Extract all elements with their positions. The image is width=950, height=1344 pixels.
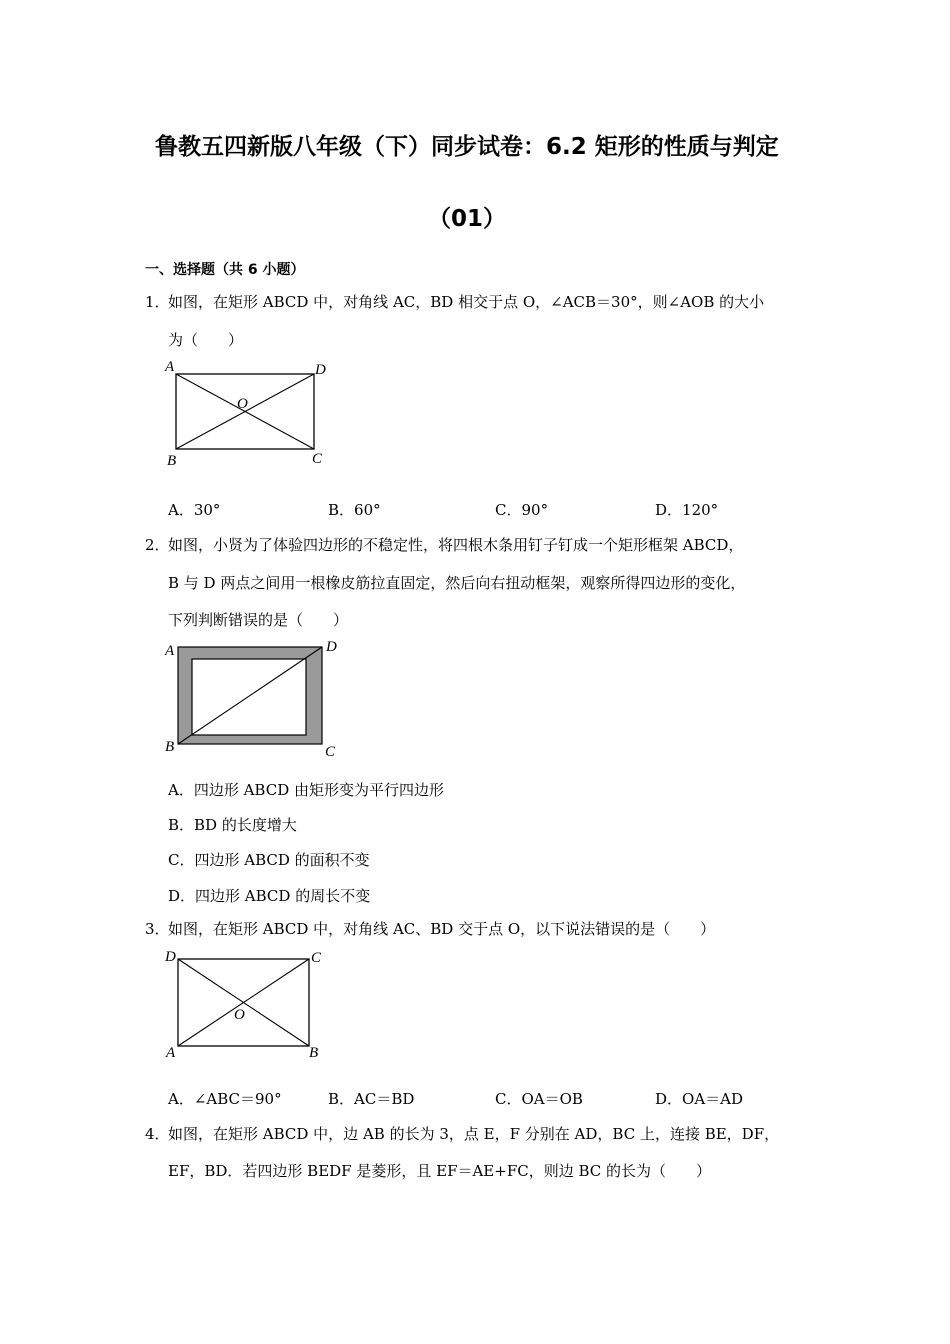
- label-d: D: [165, 949, 176, 965]
- question-text: 如图，在矩形 ABCD 中，对角线 AC，BD 相交于点 O，∠ACB＝30°，则∠AOB 的大小: [168, 293, 765, 311]
- label-c: C: [311, 950, 322, 966]
- option-c[interactable]: C．四边形 ABCD 的面积不变: [168, 851, 370, 869]
- option-c[interactable]: C．OA＝OB: [495, 1090, 583, 1108]
- section-heading: 一、选择题（共 6 小题）: [145, 262, 305, 278]
- question-number: 3．: [145, 920, 170, 938]
- option-c[interactable]: C．90°: [495, 501, 549, 519]
- label-b: B: [309, 1045, 319, 1061]
- label-a: A: [165, 359, 175, 375]
- option-b[interactable]: B．60°: [328, 501, 381, 519]
- label-d: D: [326, 639, 337, 655]
- option-d[interactable]: D．四边形 ABCD 的周长不变: [168, 887, 371, 905]
- figure-rectangle-q3: [160, 945, 340, 1065]
- figure-frame-q2: [160, 635, 350, 760]
- label-b: B: [165, 739, 175, 755]
- option-d[interactable]: D．OA＝AD: [655, 1090, 744, 1108]
- option-a[interactable]: A．四边形 ABCD 由矩形变为平行四边形: [168, 781, 445, 799]
- question-number: 4．: [145, 1125, 170, 1143]
- option-b[interactable]: B．BD 的长度增大: [168, 816, 297, 834]
- option-d[interactable]: D．120°: [655, 501, 719, 519]
- question-text: 如图，小贤为了体验四边形的不稳定性，将四根木条用钉子钉成一个矩形框架 ABCD，: [168, 536, 744, 554]
- question-text: 下列判断错误的是（ ）: [168, 611, 349, 629]
- question-text: B 与 D 两点之间用一根橡皮筋拉直固定，然后向右扭动框架，观察所得四边形的变化，: [168, 574, 746, 592]
- label-b: B: [167, 453, 177, 469]
- label-c: C: [325, 744, 336, 760]
- option-a[interactable]: A．30°: [168, 501, 221, 519]
- question-text: 为（ ）: [168, 331, 244, 349]
- option-b[interactable]: B．AC＝BD: [328, 1090, 415, 1108]
- label-a: A: [166, 1045, 176, 1061]
- question-number: 2．: [145, 536, 170, 554]
- label-a: A: [165, 643, 175, 659]
- label-o: O: [237, 396, 248, 412]
- label-o: O: [234, 1007, 245, 1023]
- page-title: 鲁教五四新版八年级（下）同步试卷：6.2 矩形的性质与判定: [155, 134, 779, 160]
- label-c: C: [312, 451, 323, 467]
- option-a[interactable]: A．∠ABC＝90°: [168, 1090, 282, 1108]
- question-number: 1．: [145, 293, 170, 311]
- label-d: D: [315, 362, 326, 378]
- figure-rectangle-q1: [160, 355, 340, 475]
- question-text: 如图，在矩形 ABCD 中，对角线 AC、BD 交于点 O，以下说法错误的是（ ）: [168, 920, 716, 938]
- question-text: 如图，在矩形 ABCD 中，边 AB 的长为 3，点 E，F 分别在 AD，BC 上，连接 BE，DF，: [168, 1125, 780, 1143]
- question-text: EF，BD．若四边形 BEDF 是菱形，且 EF＝AE+FC，则边 BC 的长为（ ）: [168, 1162, 712, 1180]
- page-title-line2: （01）: [428, 206, 507, 232]
